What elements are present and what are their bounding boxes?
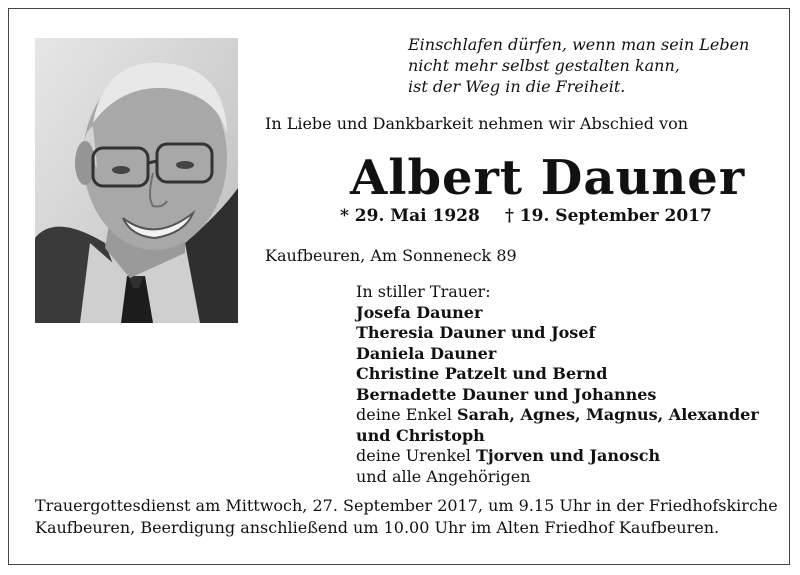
poem-quote — [408, 34, 749, 97]
death-date: † 19. September 2017 — [505, 206, 712, 226]
grandchildren-prefix: deine Enkel — [356, 405, 452, 424]
mourners-heading: In stiller Trauer: — [356, 282, 491, 301]
mourner-name: Bernadette Dauner und Johannes — [356, 384, 657, 404]
mourner-name: Josefa Dauner — [356, 302, 483, 322]
portrait-illustration — [35, 38, 238, 323]
farewell-intro: In Liebe und Dankbarkeit nehmen wir Abschied von — [265, 114, 689, 133]
quote-line: nicht mehr selbst gestalten kann, — [408, 56, 680, 75]
portrait-photo — [35, 38, 238, 323]
great-grandchildren-names: Tjorven und Janosch — [475, 446, 661, 465]
mourner-name: Theresia Dauner und Josef — [356, 323, 596, 342]
deceased-name: Albert Dauner — [350, 150, 746, 206]
birth-date: * 29. Mai 1928 — [340, 206, 480, 226]
service-line: Trauergottesdienst am Mittwoch, 27. September 2017, um 9.15 Uhr in der Friedhofskirche — [35, 496, 778, 515]
mourner-name: Daniela Dauner — [356, 343, 497, 363]
mourner-name: Christine Patzelt und Bernd — [356, 364, 608, 383]
service-line: Kaufbeuren, Beerdigung anschließend um 10.00 Uhr im Alten Friedhof Kaufbeuren. — [35, 518, 720, 537]
quote-line: ist der Weg in die Freiheit. — [408, 77, 626, 96]
service-info — [35, 495, 778, 539]
mourners-closing: und alle Angehörigen — [356, 466, 531, 486]
grandchildren-names-continued: und Christoph — [356, 425, 485, 445]
quote-line: Einschlafen dürfen, wenn man sein Leben — [408, 35, 750, 54]
great-grandchildren-prefix: deine Urenkel — [356, 446, 471, 465]
address: Kaufbeuren, Am Sonneneck 89 — [265, 246, 517, 265]
grandchildren-line — [356, 405, 759, 426]
grandchildren-names: Sarah, Agnes, Magnus, Alexander — [457, 405, 759, 424]
mourners-list — [356, 282, 759, 487]
great-grandchildren-line — [356, 446, 759, 467]
